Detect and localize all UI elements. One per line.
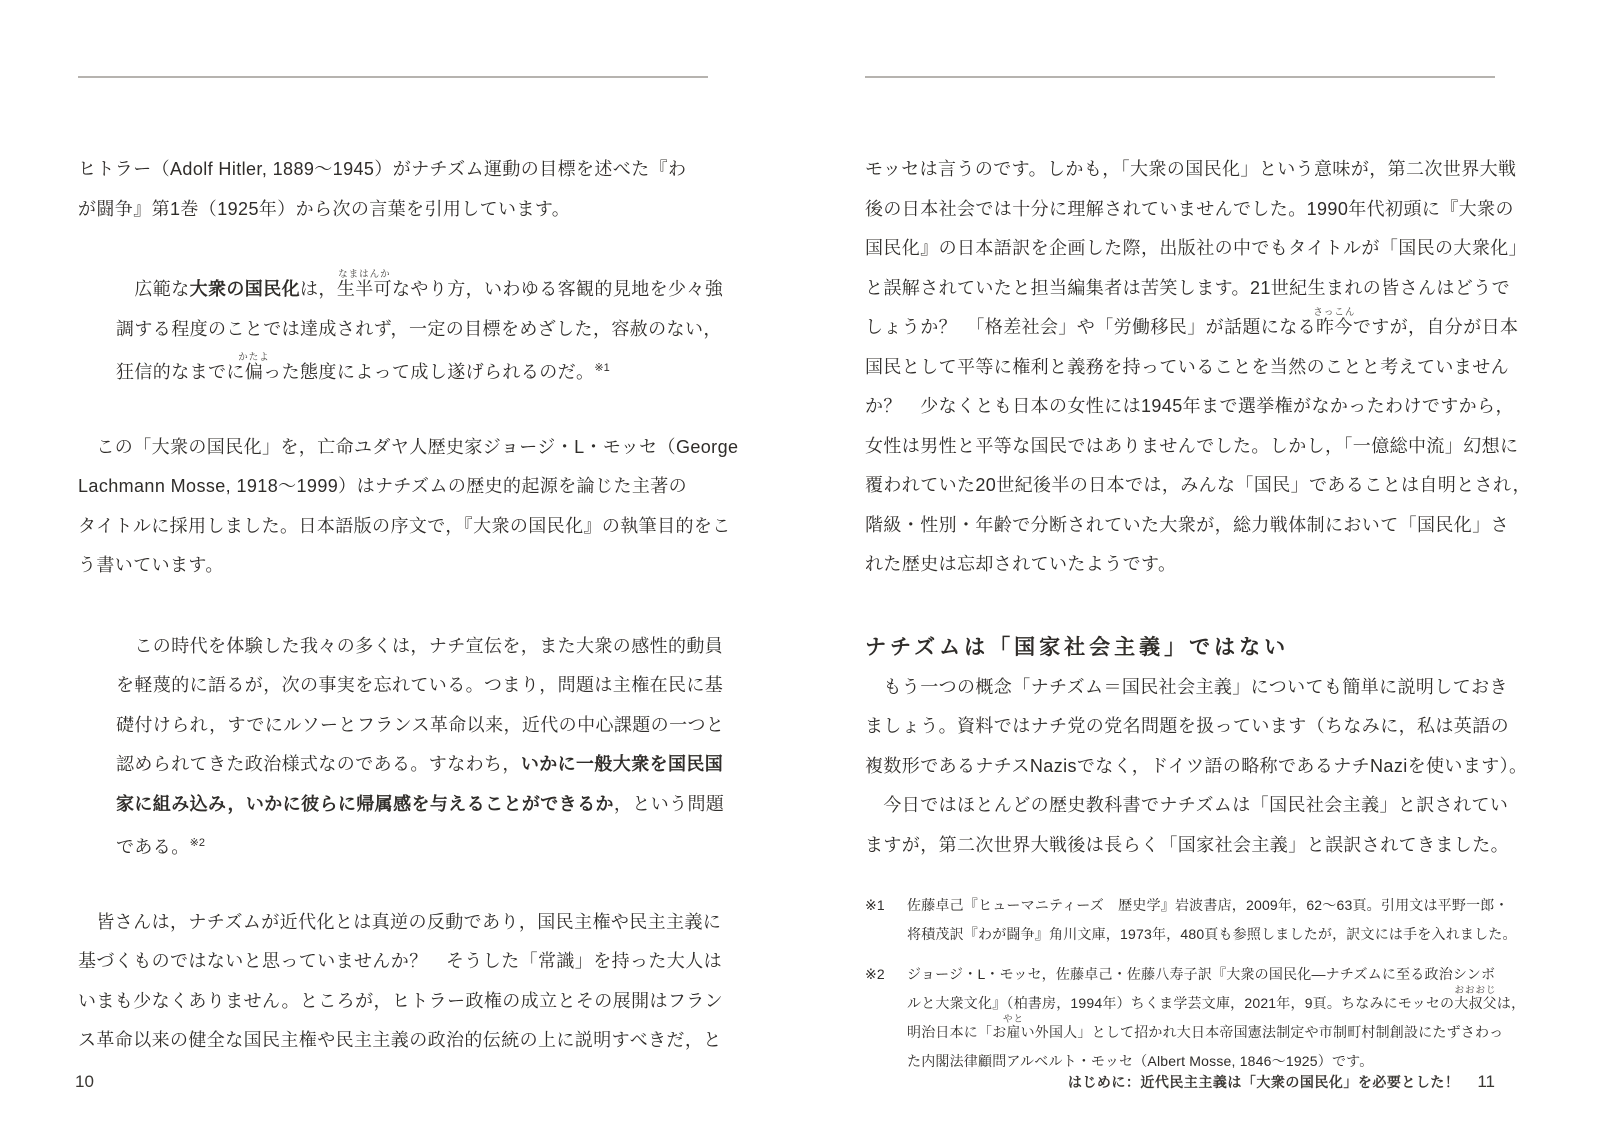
- left-page-top-rule: [78, 76, 708, 78]
- text-run: が闘争』第1巻（1925年）から次の言葉を引用しています。: [78, 198, 571, 219]
- left-page-body: [78, 150, 739, 1061]
- footnote-ref: ※1: [594, 362, 610, 374]
- text-line: [78, 903, 722, 943]
- text-run: いまも少なくありません。ところが，ヒトラー政権の成立とその展開はフラン: [78, 990, 724, 1011]
- text-line: [116, 785, 725, 825]
- text-line: [907, 891, 1509, 920]
- text-line: [865, 427, 1519, 467]
- furigana: さっこん: [1313, 307, 1356, 318]
- right-page: [865, 0, 1531, 1135]
- text-line: [78, 942, 722, 982]
- text-run: しょうか？ 「格差社会」や「労働移民」が話題になる: [865, 317, 1316, 337]
- text-run: ますが，第二次世界大戦後は長らく「国家社会主義」と誤訳されてきました。: [865, 834, 1509, 855]
- text-run: 家に組み込み，いかに彼らに帰属感を与えることができるか: [116, 793, 614, 814]
- paragraph: [78, 150, 710, 229]
- text-line: [865, 668, 1508, 708]
- paragraph: [78, 903, 724, 1061]
- text-run: モッセは言うのです。しかも，「大衆の国民化」という意味が，第二次世界大戦: [865, 159, 1517, 179]
- text-run: いかに一般大衆を国民国: [520, 754, 724, 774]
- text-run: 皆さんは，ナチズムが近代化とは真逆の反動であり，国民主権や民主主義に: [78, 911, 722, 932]
- text-run: う書いています。: [78, 555, 224, 575]
- text-line: [116, 310, 722, 350]
- text-run: ナチズムは「国家社会主義」ではない: [865, 635, 1290, 659]
- text-run: 大衆の国民化: [189, 279, 301, 299]
- section-heading: [865, 628, 1497, 668]
- paragraph: [78, 428, 739, 586]
- text-line: [865, 747, 1528, 787]
- text-line: [865, 307, 1519, 348]
- text-run: 生半可 なまはんか: [336, 269, 393, 299]
- text-run: 雇 やと: [1002, 1014, 1025, 1040]
- text-line: [116, 706, 725, 746]
- footnote: [865, 960, 1526, 1076]
- text-run: 女性は男性と平等な国民ではありませんでした。しかし，「一億総中流」幻想に: [865, 435, 1519, 456]
- footnote-ref: ※2: [189, 837, 205, 849]
- furigana: やと: [1002, 1014, 1025, 1025]
- text-line: [907, 960, 1497, 989]
- text-run: ですが，自分が日本: [1352, 317, 1519, 337]
- text-run: 今日ではほとんどの歴史教科書でナチズムは「国民社会主義」と訳されてい: [865, 795, 1509, 815]
- furigana: かたよ: [238, 352, 270, 363]
- text-run: か？ 少なくとも日本の女性には1945年まで選挙権がなかったわけですから，: [865, 396, 1514, 416]
- text-run: 基づくものではないと思っていませんか？ そうした「常識」を持った大人は: [78, 951, 722, 971]
- text-line: [78, 982, 724, 1022]
- paragraph: [865, 668, 1528, 787]
- text-run: もう一つの概念「ナチズム＝国民社会主義」についても簡単に説明しておき: [865, 676, 1508, 697]
- text-line: [865, 826, 1509, 866]
- text-line: [116, 666, 724, 706]
- text-line: [865, 229, 1528, 269]
- text-line: [865, 545, 1497, 585]
- text-line: [78, 1021, 722, 1061]
- text-line: [907, 985, 1526, 1018]
- text-run: った態度によって成し遂げられるのだ。: [263, 362, 595, 382]
- text-run: ルと大衆文化』（柏書房，1994年）ちくま学芸文庫，2021年，9頁。ちなみにモッセの: [907, 995, 1455, 1011]
- text-run: Lachmann Mosse, 1918〜1999）はナチズムの歴史的起源を論じた主著の: [78, 476, 688, 496]
- text-run: 礎付けられ，すでにルソーとフランス革命以来，近代の中心課題の一つと: [116, 714, 725, 735]
- text-line: [865, 190, 1514, 230]
- running-title: はじめに：近代民主主義は「大衆の国民化」を必要とした！: [1067, 1074, 1460, 1090]
- footnote-marker: ※1: [865, 897, 885, 913]
- right-page-main-text: [865, 150, 1531, 865]
- quotation-block: [116, 627, 725, 864]
- text-run: なやり方，いわゆる客観的見地を少々強: [392, 279, 724, 299]
- text-line: [907, 1014, 1504, 1047]
- text-run: 国民化』の日本語訳を企画した際，出版社の中でもタイトルが「国民の大衆化」: [865, 238, 1528, 258]
- text-run: 覆われていた20世紀後半の日本では，みんな「国民」であることは自明とされ，: [865, 475, 1531, 495]
- text-line: [865, 628, 1497, 668]
- right-page-top-rule: [865, 76, 1495, 78]
- text-line: [116, 627, 724, 667]
- text-line: [78, 467, 710, 507]
- text-run: は，: [1496, 995, 1526, 1011]
- text-run: タイトルに採用しました。日本語版の序文で，『大衆の国民化』の執筆目的をこ: [78, 515, 731, 536]
- text-run: 広範な: [116, 279, 190, 299]
- text-line: [865, 786, 1509, 826]
- text-line: [78, 546, 710, 586]
- paragraph: [865, 150, 1531, 585]
- text-run: 昨今 さっこん: [1313, 307, 1356, 337]
- text-line: [116, 824, 710, 864]
- text-run: ジョージ・L・モッセ，佐藤卓己・佐藤八寿子訳『大衆の国民化―ナチズムに至る政治シンボ: [907, 966, 1496, 982]
- footnotes-section: [865, 891, 1526, 1076]
- text-line: [865, 387, 1514, 427]
- text-run: を軽蔑的に語るが，次の事実を忘れている。つまり，問題は主権在民に基: [116, 675, 724, 695]
- text-run: た内閣法律顧問アルベルト・モッセ（Albert Mosse, 1846〜1925）です。: [907, 1053, 1374, 1069]
- text-line: [116, 349, 710, 389]
- text-run: 将積茂訳『わが闘争』角川文庫，1973年，480頁も参照しましたが，訳文には手を入れました。: [907, 926, 1517, 942]
- text-run: と誤解されていたと担当編集者は苦笑します。21世紀生まれの皆さんはどうで: [865, 277, 1510, 298]
- text-run: ス革命以来の健全な国民主権や民主主義の政治的伝統の上に説明すべきだ，と: [78, 1030, 722, 1050]
- text-run: 大叔父 おおおじ: [1454, 985, 1497, 1011]
- text-run: ，という問題: [613, 793, 725, 814]
- right-page-footer: [1068, 1072, 1495, 1092]
- text-run: 階級・性別・年齢で分断されていた大衆が，総力戦体制において「国民化」さ: [865, 514, 1509, 535]
- text-run: 狂信的なまでに: [116, 362, 245, 382]
- text-line: [78, 150, 710, 190]
- furigana: なまはんか: [338, 269, 391, 280]
- paragraph: [865, 786, 1509, 865]
- text-run: は，: [300, 279, 337, 299]
- text-run: 国民として平等に権利と義務を持っていることを当然のことと考えていません: [865, 356, 1509, 377]
- text-line: [116, 269, 724, 310]
- footnote-marker: ※2: [865, 966, 885, 982]
- quotation-block: [116, 269, 724, 389]
- text-line: [865, 348, 1509, 388]
- text-run: れた歴史は忘却されていたようです。: [865, 554, 1177, 574]
- text-run: ヒトラー（Adolf Hitler, 1889〜1945）がナチズム運動の目標を述べた『わ: [78, 159, 687, 179]
- text-run: ましょう。資料ではナチ党の党名問題を扱っています（ちなみに，私は英語の: [865, 716, 1509, 736]
- text-line: [865, 466, 1531, 506]
- text-run: 調する程度のことでは達成されず，一定の目標をめざした，容赦のない，: [116, 318, 722, 339]
- left-page: [78, 0, 739, 1135]
- furigana: おおおじ: [1454, 985, 1497, 996]
- text-run: 後の日本社会では十分に理解されていませんでした。1990年代初頭に『大衆の: [865, 198, 1514, 219]
- text-run: 認められてきた政治様式なのである。すなわち，: [116, 754, 521, 774]
- text-run: 佐藤卓己『ヒューマニティーズ 歴史学』岩波書店，2009年，62〜63頁。引用文は平野一郎・: [907, 897, 1509, 913]
- text-run: 複数形であるナチスNazisでなく，ドイツ語の略称であるナチNaziを使います）。: [865, 755, 1528, 776]
- text-line: [865, 506, 1509, 546]
- text-line: [78, 190, 710, 230]
- text-run: 偏 かたよ: [238, 352, 270, 382]
- footnote: [865, 891, 1517, 949]
- text-run: この「大衆の国民化」を，亡命ユダヤ人歴史家ジョージ・L・モッセ（George: [78, 436, 739, 457]
- text-run: この時代を体験した我々の多くは，ナチ宣伝を，また大衆の感性的動員: [116, 635, 724, 656]
- text-line: [907, 920, 1517, 949]
- text-line: [78, 507, 731, 547]
- right-page-number: 11: [1477, 1072, 1495, 1091]
- text-line: [865, 150, 1517, 190]
- left-page-number: 10: [75, 1072, 94, 1091]
- text-line: [116, 745, 724, 785]
- text-run: い外国人」として招かれ大日本帝国憲法制定や市制町村制創設にたずさわっ: [1020, 1024, 1504, 1040]
- text-run: である。: [116, 837, 190, 857]
- text-line: [865, 269, 1510, 309]
- text-run: 明治日本に「お: [907, 1024, 1007, 1040]
- right-page-body: [865, 150, 1531, 1076]
- text-line: [78, 428, 739, 468]
- text-line: [865, 707, 1509, 747]
